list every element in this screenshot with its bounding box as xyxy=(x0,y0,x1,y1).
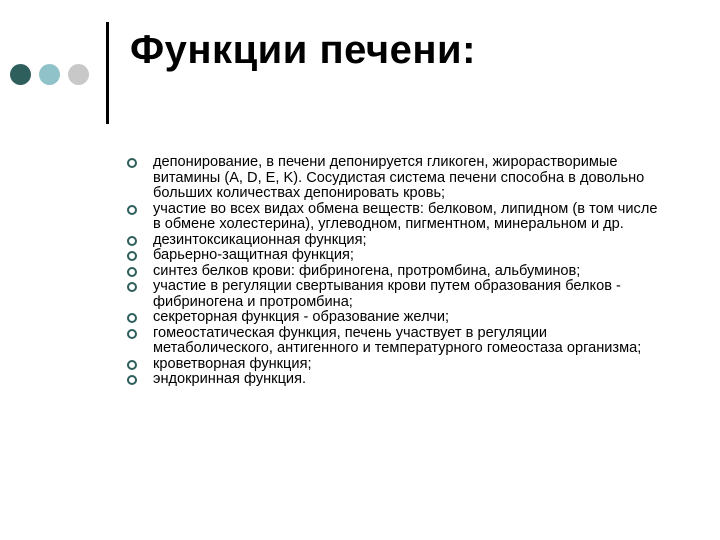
slide-title: Функции печени: xyxy=(130,28,476,72)
list-item-text: депонирование, в печени депонируется гликоген, жирорастворимые витамины (A, D, E, K). Сосудистая система печени способна в довольно больших количествах депонировать кровь; xyxy=(153,154,645,201)
ring-bullet-icon xyxy=(127,375,137,385)
list-item-text: дезинтоксикационная функция; xyxy=(153,231,367,248)
function-list xyxy=(127,155,667,388)
list-item-text: участие во всех видах обмена веществ: белковом, липидном (в том числе в обмене холестерина), углеводном, пигментном, минеральном и др. xyxy=(153,200,658,232)
list-item xyxy=(127,264,667,280)
ring-bullet-icon xyxy=(127,313,137,323)
list-item xyxy=(127,248,667,264)
ring-bullet-icon xyxy=(127,329,137,339)
decorative-dots xyxy=(10,64,100,86)
list-item-text: секреторная функция - образование желчи; xyxy=(153,309,450,325)
list-item-text: барьерно-защитная функция; xyxy=(153,247,354,263)
dark-teal-dot-icon xyxy=(10,64,31,85)
gray-dot-icon xyxy=(68,64,89,85)
ring-bullet-icon xyxy=(127,360,137,370)
list-item xyxy=(127,326,667,357)
ring-bullet-icon xyxy=(127,251,137,261)
ring-bullet-icon xyxy=(127,205,137,215)
list-item xyxy=(127,357,667,373)
ring-bullet-icon xyxy=(127,282,137,292)
list-item xyxy=(127,310,667,326)
ring-bullet-icon xyxy=(127,236,137,246)
list-item xyxy=(127,155,667,202)
list-item-text: эндокринная функция. xyxy=(153,371,307,387)
list-item xyxy=(127,233,667,249)
list-item-text: синтез белков крови: фибриногена, протромбина, альбуминов; xyxy=(153,262,581,279)
list-item-text: кроветворная функция; xyxy=(153,355,312,372)
light-teal-dot-icon xyxy=(39,64,60,85)
list-item xyxy=(127,279,667,310)
list-item-text: участие в регуляции свертывания крови путем образования белков - фибриногена и протромбина; xyxy=(153,278,621,310)
ring-bullet-icon xyxy=(127,158,137,168)
list-item-text: гомеостатическая функция, печень участвует в регуляции метаболического, антигенного и температурного гомеостаза организма; xyxy=(153,324,642,356)
list-item xyxy=(127,372,667,388)
title-divider xyxy=(106,22,109,124)
ring-bullet-icon xyxy=(127,267,137,277)
list-item xyxy=(127,202,667,233)
